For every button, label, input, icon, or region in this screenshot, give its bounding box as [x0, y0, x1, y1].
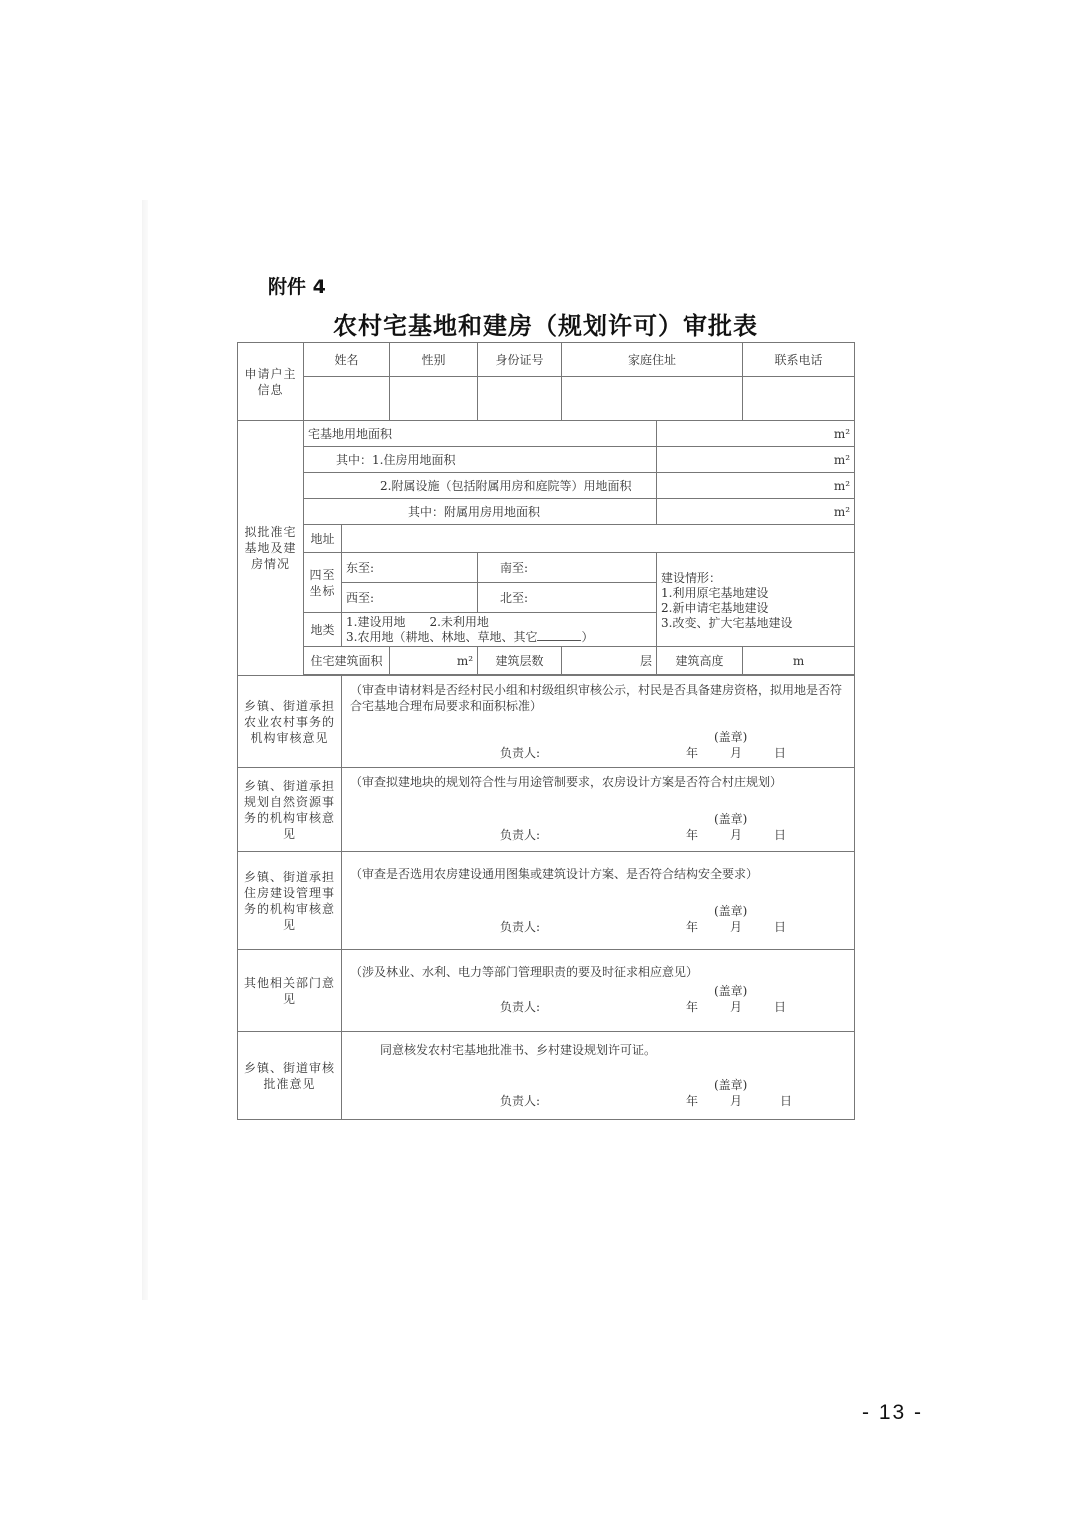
year-label: 年 — [686, 920, 699, 934]
header-gender: 性别 — [390, 343, 478, 377]
opinion-box-approval[interactable] — [342, 1032, 855, 1120]
build-option-3[interactable]: 3.改变、扩大宅基地建设 — [661, 615, 793, 630]
opinion-label-agriculture: 乡镇、街道承担农业农村事务的机构审核意见 — [238, 676, 342, 768]
id-number-field[interactable] — [478, 377, 562, 421]
opinion-label-approval: 乡镇、街道审核批准意见 — [238, 1032, 342, 1120]
opinion-text-approval: 同意核发农村宅基地批准书、乡村建设规划许可证。 — [380, 1043, 657, 1057]
day-label: 日 — [774, 746, 787, 760]
home-address-field[interactable] — [562, 377, 743, 421]
opinion-label-housing: 乡镇、街道承担住房建设管理事务的机构审核意见 — [238, 852, 342, 950]
east-boundary-field[interactable]: 东至: — [342, 553, 478, 583]
height-label: 建筑高度 — [657, 647, 743, 675]
north-boundary-field[interactable]: 北至: — [478, 583, 657, 613]
seal-label: (盖章) — [714, 1078, 748, 1092]
gender-field[interactable] — [390, 377, 478, 421]
document-title: 农村宅基地和建房（规划许可）审批表 — [333, 311, 758, 340]
land-type-line-1: 1.建设用地 2.未利用地 — [346, 615, 489, 629]
year-label: 年 — [686, 746, 699, 760]
opinion-box-planning[interactable] — [342, 768, 855, 852]
responsible-person-label: 负责人: — [500, 1094, 541, 1108]
ancillary-area-label: 2.附属设施（包括附属用房和庭院等）用地面积 — [304, 473, 657, 499]
opinion-label-planning: 乡镇、街道承担规划自然资源事务的机构审核意见 — [238, 768, 342, 852]
homestead-area-label: 宅基地用地面积 — [304, 421, 657, 447]
floors-field[interactable]: 层 — [562, 647, 657, 675]
opinion-box-agriculture[interactable] — [342, 676, 855, 768]
responsible-person-label: 负责人: — [500, 920, 541, 934]
seal-label: (盖章) — [714, 730, 748, 744]
height-field[interactable]: m — [743, 647, 855, 675]
month-label: 月 — [730, 1000, 743, 1014]
day-label: 日 — [774, 920, 787, 934]
responsible-person-label: 负责人: — [500, 1000, 541, 1014]
seal-label: (盖章) — [714, 984, 748, 998]
west-boundary-field[interactable]: 西至: — [342, 583, 478, 613]
day-label: 日 — [774, 1000, 787, 1014]
responsible-person-label: 负责人: — [500, 828, 541, 842]
homestead-area-field[interactable]: m² — [657, 421, 855, 447]
south-boundary-field[interactable]: 南至: — [478, 553, 657, 583]
land-type-options[interactable] — [342, 613, 657, 647]
build-option-2[interactable]: 2.新申请宅基地建设 — [661, 600, 769, 615]
month-label: 月 — [730, 746, 743, 760]
opinion-text-other-departments: （涉及林业、水利、电力等部门管理职责的要及时征求相应意见） — [350, 965, 699, 979]
attachment-label: 附件 4 — [268, 276, 326, 298]
header-id-number: 身份证号 — [478, 343, 562, 377]
header-home-address: 家庭住址 — [562, 343, 743, 377]
opinion-box-housing[interactable] — [342, 852, 855, 950]
build-option-1[interactable]: 1.利用原宅基地建设 — [661, 585, 769, 600]
opinion-text-agriculture: （审查申请材料是否经村民小组和村级组织审核公示，村民是否具备建房资格，拟用地是否符合宅基地合理布局要求和面积标准） — [350, 683, 843, 713]
year-label: 年 — [686, 1094, 699, 1108]
address-label: 地址 — [304, 525, 342, 553]
opinion-text-housing: （审查是否选用农房建设通用图集或建筑设计方案、是否符合结构安全要求） — [350, 867, 759, 881]
year-label: 年 — [686, 828, 699, 842]
ancillary-area-field[interactable]: m² — [657, 473, 855, 499]
month-label: 月 — [730, 1094, 743, 1108]
approval-form-table — [237, 342, 855, 1120]
page-number: - 13 - — [862, 1401, 924, 1424]
land-type-line-2: 3.农用地（耕地、林地、草地、其它 — [346, 630, 538, 644]
seal-label: (盖章) — [714, 812, 748, 826]
day-label: 日 — [780, 1094, 793, 1108]
land-type-close: ） — [581, 630, 594, 644]
day-label: 日 — [774, 828, 787, 842]
scan-edge — [142, 200, 148, 1300]
month-label: 月 — [730, 920, 743, 934]
opinion-text-planning: （审查拟建地块的规划符合性与用途管制要求，农房设计方案是否符合村庄规划） — [350, 775, 783, 789]
name-field[interactable] — [304, 377, 390, 421]
year-label: 年 — [686, 1000, 699, 1014]
ancillary-building-area-field[interactable]: m² — [657, 499, 855, 525]
opinion-label-other-departments: 其他相关部门意见 — [238, 950, 342, 1032]
floors-label: 建筑层数 — [478, 647, 562, 675]
site-section-label: 拟批准宅基地及建房情况 — [238, 421, 304, 676]
other-land-blank[interactable] — [537, 630, 581, 641]
land-type-label: 地类 — [304, 613, 342, 647]
seal-label: (盖章) — [714, 904, 748, 918]
header-name: 姓名 — [304, 343, 390, 377]
build-situation-box — [657, 553, 855, 647]
housing-area-field[interactable]: m² — [657, 447, 855, 473]
applicant-section-label: 申请户主信息 — [238, 343, 304, 421]
address-field[interactable] — [342, 525, 855, 553]
opinion-box-other-departments[interactable] — [342, 950, 855, 1032]
responsible-person-label: 负责人: — [500, 746, 541, 760]
phone-field[interactable] — [743, 377, 855, 421]
floor-area-field[interactable]: m² — [390, 647, 478, 675]
floor-area-label: 住宅建筑面积 — [304, 647, 390, 675]
boundary-label: 四至坐标 — [304, 553, 342, 613]
build-situation-title: 建设情形： — [661, 570, 722, 585]
header-phone: 联系电话 — [743, 343, 855, 377]
month-label: 月 — [730, 828, 743, 842]
housing-area-label: 其中：1.住房用地面积 — [304, 447, 657, 473]
ancillary-building-area-label: 其中：附属用房用地面积 — [304, 499, 657, 525]
